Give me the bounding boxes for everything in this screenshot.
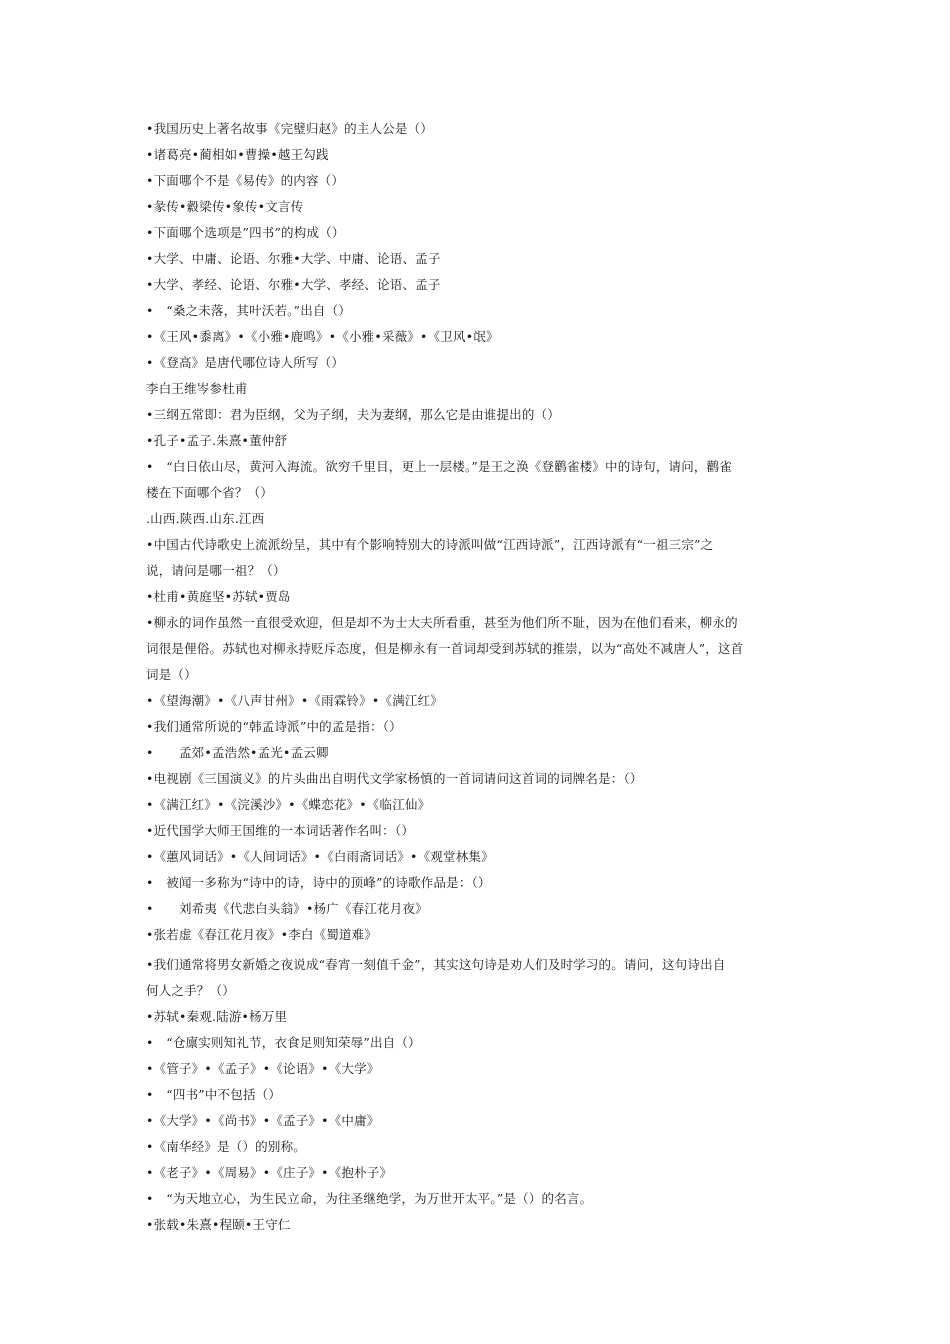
question-line: •三纲五常即：君为臣纲，父为子纲，夫为妻纲，那么它是由谁提出的（） [146, 407, 560, 422]
options-line: •苏轼•秦观.陆游•杨万里 [146, 1009, 288, 1024]
options-line: 李白王维岑参杜甫 [146, 381, 248, 396]
options-line: • 孟郊•孟浩然•孟光•孟云卿 [146, 745, 329, 760]
question-line: •我国历史上著名故事《完璧归赵》的主人公是（） [146, 121, 433, 136]
question-line: •《南华经》是（）的别称。 [146, 1139, 306, 1154]
options-line: •彖传•縠梁传•象传•文言传 [146, 199, 304, 214]
question-line: •《登高》是唐代哪位诗人所写（） [146, 355, 345, 370]
question-line: • “仓廪实则知礼节，衣食足则知荣辱”出自（） [146, 1035, 421, 1050]
options-line: •孔子•孟子.朱熹•董仲舒 [146, 433, 288, 448]
question-line: •下面哪个不是《易传》的内容（） [146, 173, 345, 188]
options-line: •大学、中庸、论语、尔雅•大学、中庸、论语、孟子 [146, 251, 441, 266]
options-line: • 刘希夷《代悲白头翁》•杨广《春江花月夜》 [146, 901, 428, 916]
options-line: •《蕙风词话》•《人间词话》•《白雨斋词话》•《观堂林集》 [146, 849, 494, 864]
question-line: •电视剧《三国演义》的片头曲出自明代文学家杨慎的一首词请问这首词的词牌名是：（） [146, 771, 643, 786]
options-line: •张载•朱熹•程颐•王守仁 [146, 1217, 291, 1232]
question-line: •我们通常将男女新婚之夜说成“春宵一刻值千金”，其实这句诗是劝人们及时学习的。请问，这句诗出自 [146, 957, 726, 972]
question-line: • “四书”中不包括（） [146, 1087, 282, 1102]
options-line: •《老子》•《周易》•《庄子》•《抱朴子》 [146, 1165, 393, 1180]
question-line-continued: 何人之手？（） [146, 983, 235, 998]
question-line-continued: 楼在下面哪个省？（） [146, 485, 274, 500]
options-line: •张若虚《春江花月夜》•李白《蜀道难》 [146, 927, 378, 942]
options-line: •诸葛亮•蔺相如•曹操•越王勾践 [146, 147, 329, 162]
question-line: • “为天地立心，为生民立命，为往圣继绝学，为万世开太平。”是（）的名言。 [146, 1191, 593, 1206]
options-line: •《望海潮》•《八声甘州》•《雨霖铃》•《满江红》 [146, 693, 443, 708]
options-line: .山西.陕西.山东.江西 [146, 511, 265, 526]
options-line: •《大学》•《尚书》•《孟子》•《中庸》 [146, 1113, 380, 1128]
question-line: •中国古代诗歌史上流派纷呈，其中有个影响特别大的诗派叫做“江西诗派”，江西诗派有“一祖三宗”之 [146, 537, 714, 552]
options-line: •《满江红》•《浣溪沙》•《蝶恋花》•《临江仙》 [146, 797, 431, 812]
question-line: • “白日依山尽，黄河入海流。欲穷千里目，更上一层楼。”是王之涣《登鹳雀楼》中的诗句，请问，鹳雀 [146, 459, 733, 474]
options-line: •《管子》•《孟子》•《论语》•《大学》 [146, 1061, 380, 1076]
question-line: •我们通常所说的“韩孟诗派”中的孟是指：（） [146, 719, 402, 734]
question-line: •下面哪个选项是”四书”的构成（） [146, 225, 345, 240]
question-line-continued: 词很是俚俗。苏轼也对柳永持贬斥态度，但是柳永有一首词却受到苏轼的推崇，以为“高处不减唐人”，这首 [146, 641, 744, 656]
question-line: • “桑之未落，其叶沃若。”出自（） [146, 303, 352, 318]
question-line: • 被闻一多称为“诗中的诗，诗中的顶峰”的诗歌作品是：（） [146, 875, 491, 890]
question-line-continued: 说，请问是哪一祖？（） [146, 563, 286, 578]
question-line: •柳永的词作虽然一直很受欢迎，但是却不为士大夫所看重，甚至为他们所不耻，因为在他们看来，柳永的 [146, 615, 738, 630]
options-line: •《王风•黍离》•《小雅•鹿鸣》•《小雅•采薇》•《卫风•氓》 [146, 329, 499, 344]
question-line: •近代国学大师王国维的一本词话著作名叫：（） [146, 823, 415, 838]
options-line: •杜甫•黄庭坚•苏轼•贾岛 [146, 589, 291, 604]
options-line: •大学、孝经、论语、尔雅•大学、孝经、论语、孟子 [146, 277, 441, 292]
question-line-continued: 词是（） [146, 667, 197, 682]
